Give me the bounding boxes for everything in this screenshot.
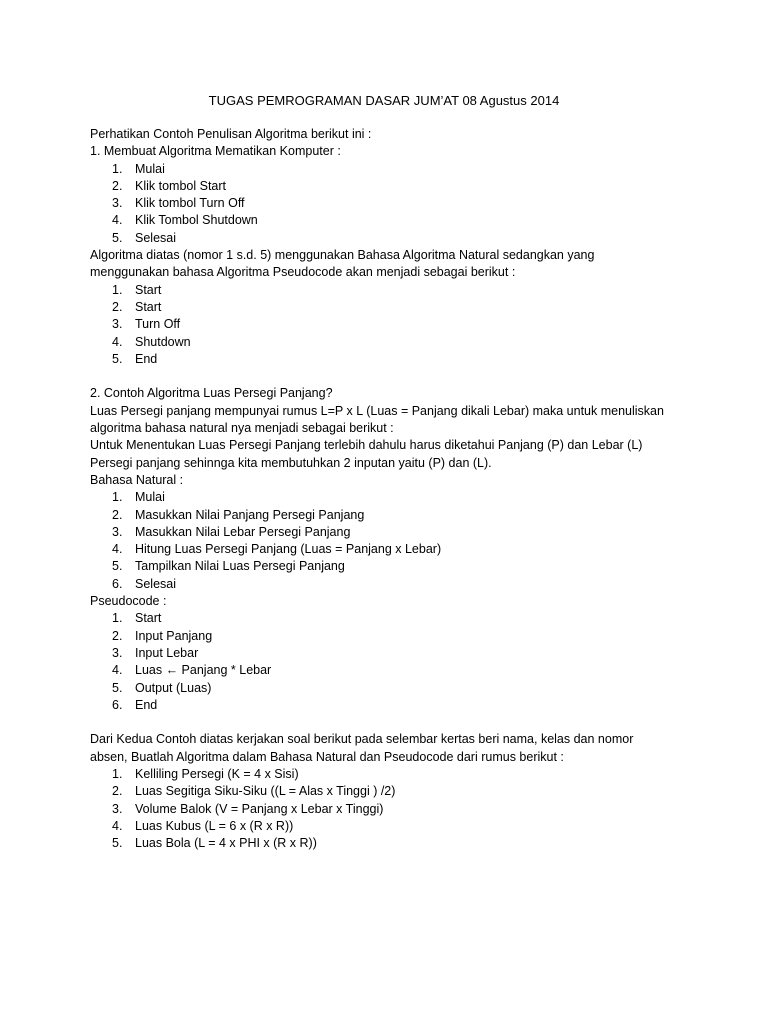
list-text: Luas Kubus (L = 6 x (R x R)) xyxy=(135,818,294,833)
list-number: 6. xyxy=(112,697,123,712)
list-text: Shutdown xyxy=(135,334,191,349)
list-text: Input Panjang xyxy=(135,628,213,643)
list-text: Luas Bola (L = 4 x PHI x (R x R)) xyxy=(135,836,317,851)
list-text: Volume Balok (V = Panjang x Lebar x Tinggi) xyxy=(135,801,384,816)
natural-language-label: Bahasa Natural : xyxy=(90,472,184,487)
list-text: Masukkan Nilai Lebar Persegi Panjang xyxy=(135,524,351,539)
list-item xyxy=(90,507,708,524)
section1-natural-list xyxy=(90,161,708,247)
list-number: 3. xyxy=(112,645,123,660)
section2-para2-line2: Persegi panjang sehinnga kita membutuhkan 2 inputan yaitu (P) dan (L). xyxy=(90,455,492,470)
section1-explanation-line2: menggunakan bahasa Algoritma Pseudocode akan menjadi sebagai berikut : xyxy=(90,265,516,280)
task-instruction-line2: absen, Buatlah Algoritma dalam Bahasa Natural dan Pseudocode dari rumus berikut : xyxy=(90,749,564,764)
list-item xyxy=(90,662,708,679)
list-text: End xyxy=(135,351,158,366)
list-text: Turn Off xyxy=(135,317,181,332)
blank-line xyxy=(90,714,708,731)
list-item xyxy=(90,282,708,299)
list-number: 4. xyxy=(112,334,123,349)
section2-heading: 2. Contoh Algoritma Luas Persegi Panjang? xyxy=(90,386,333,401)
list-item xyxy=(90,212,708,229)
list-item xyxy=(90,334,708,351)
document-title: TUGAS PEMROGRAMAN DASAR JUM’AT 08 Agustus 2014 xyxy=(208,93,560,108)
list-text: Input Lebar xyxy=(135,645,199,660)
list-number: 1. xyxy=(112,611,123,626)
list-text: Mulai xyxy=(135,161,165,176)
list-number: 2. xyxy=(112,507,123,522)
list-item xyxy=(90,161,708,178)
section2-para1-line2: algoritma bahasa natural nya menjadi sebagai berikut : xyxy=(90,421,394,436)
list-item xyxy=(90,299,708,316)
list-text: Mulai xyxy=(135,490,165,505)
list-item xyxy=(90,576,708,593)
list-text: Luas ← Panjang * Lebar xyxy=(135,663,272,678)
list-item xyxy=(90,818,708,835)
list-number: 5. xyxy=(112,351,123,366)
list-item xyxy=(90,178,708,195)
list-text: Kelliling Persegi (K = 4 x Sisi) xyxy=(135,766,299,781)
list-item xyxy=(90,195,708,212)
list-number: 6. xyxy=(112,576,123,591)
list-item xyxy=(90,316,708,333)
list-text: Tampilkan Nilai Luas Persegi Panjang xyxy=(135,559,345,574)
list-number: 1. xyxy=(112,490,123,505)
blank-line xyxy=(90,368,708,385)
list-item xyxy=(90,680,708,697)
list-number: 2. xyxy=(112,299,123,314)
list-text: Start xyxy=(135,282,162,297)
list-number: 4. xyxy=(112,213,123,228)
list-text: Hitung Luas Persegi Panjang (Luas = Panjang x Lebar) xyxy=(135,542,442,557)
task-list xyxy=(90,766,708,852)
list-item xyxy=(90,697,708,714)
list-item xyxy=(90,835,708,852)
section1-explanation-line1: Algoritma diatas (nomor 1 s.d. 5) menggunakan Bahasa Algoritma Natural sedangkan yang xyxy=(90,248,595,263)
list-text: Klik tombol Turn Off xyxy=(135,196,245,211)
section1-pseudo-list xyxy=(90,282,708,368)
list-text: End xyxy=(135,697,158,712)
list-text: Luas Segitiga Siku-Siku ((L = Alas x Tinggi ) /2) xyxy=(135,784,396,799)
section2-natural-list xyxy=(90,489,708,593)
list-number: 1. xyxy=(112,282,123,297)
list-item xyxy=(90,610,708,627)
list-number: 2. xyxy=(112,178,123,193)
intro-text: Perhatikan Contoh Penulisan Algoritma berikut ini : xyxy=(90,127,372,141)
list-item xyxy=(90,645,708,662)
list-number: 3. xyxy=(112,524,123,539)
list-item xyxy=(90,783,708,800)
list-text: Klik Tombol Shutdown xyxy=(135,213,258,228)
list-text: Masukkan Nilai Panjang Persegi Panjang xyxy=(135,507,365,522)
list-number: 2. xyxy=(112,628,123,643)
section2-para2-line1: Untuk Menentukan Luas Persegi Panjang terlebih dahulu harus diketahui Panjang (P) dan Lebar (L) xyxy=(90,438,643,453)
list-item xyxy=(90,524,708,541)
list-number: 4. xyxy=(112,663,123,678)
document-body xyxy=(90,126,708,852)
pseudocode-label: Pseudocode : xyxy=(90,594,167,609)
list-number: 1. xyxy=(112,766,123,781)
list-item xyxy=(90,541,708,558)
list-number: 3. xyxy=(112,801,123,816)
list-text: Start xyxy=(135,299,162,314)
list-text: Selesai xyxy=(135,230,176,245)
section2-pseudo-list xyxy=(90,610,708,714)
list-number: 5. xyxy=(112,680,123,695)
list-number: 5. xyxy=(112,836,123,851)
list-text: Selesai xyxy=(135,576,176,591)
section2-para1-line1: Luas Persegi panjang mempunyai rumus L=P x L (Luas = Panjang dikali Lebar) maka untuk menuliskan xyxy=(90,403,664,418)
list-item xyxy=(90,351,708,368)
section1-heading: 1. Membuat Algoritma Mematikan Komputer : xyxy=(90,144,341,159)
list-item xyxy=(90,628,708,645)
list-item xyxy=(90,489,708,506)
list-number: 3. xyxy=(112,317,123,332)
list-item xyxy=(90,558,708,575)
list-number: 5. xyxy=(112,230,123,245)
task-instruction-line1: Dari Kedua Contoh diatas kerjakan soal berikut pada selembar kertas beri nama, kelas dan nomor xyxy=(90,732,634,747)
list-number: 4. xyxy=(112,818,123,833)
list-number: 4. xyxy=(112,542,123,557)
list-item xyxy=(90,766,708,783)
list-number: 5. xyxy=(112,559,123,574)
list-text: Klik tombol Start xyxy=(135,178,227,193)
list-number: 1. xyxy=(112,161,123,176)
list-text: Output (Luas) xyxy=(135,680,212,695)
list-item xyxy=(90,801,708,818)
list-text: Start xyxy=(135,611,162,626)
list-number: 2. xyxy=(112,784,123,799)
list-number: 3. xyxy=(112,196,123,211)
list-item xyxy=(90,230,708,247)
